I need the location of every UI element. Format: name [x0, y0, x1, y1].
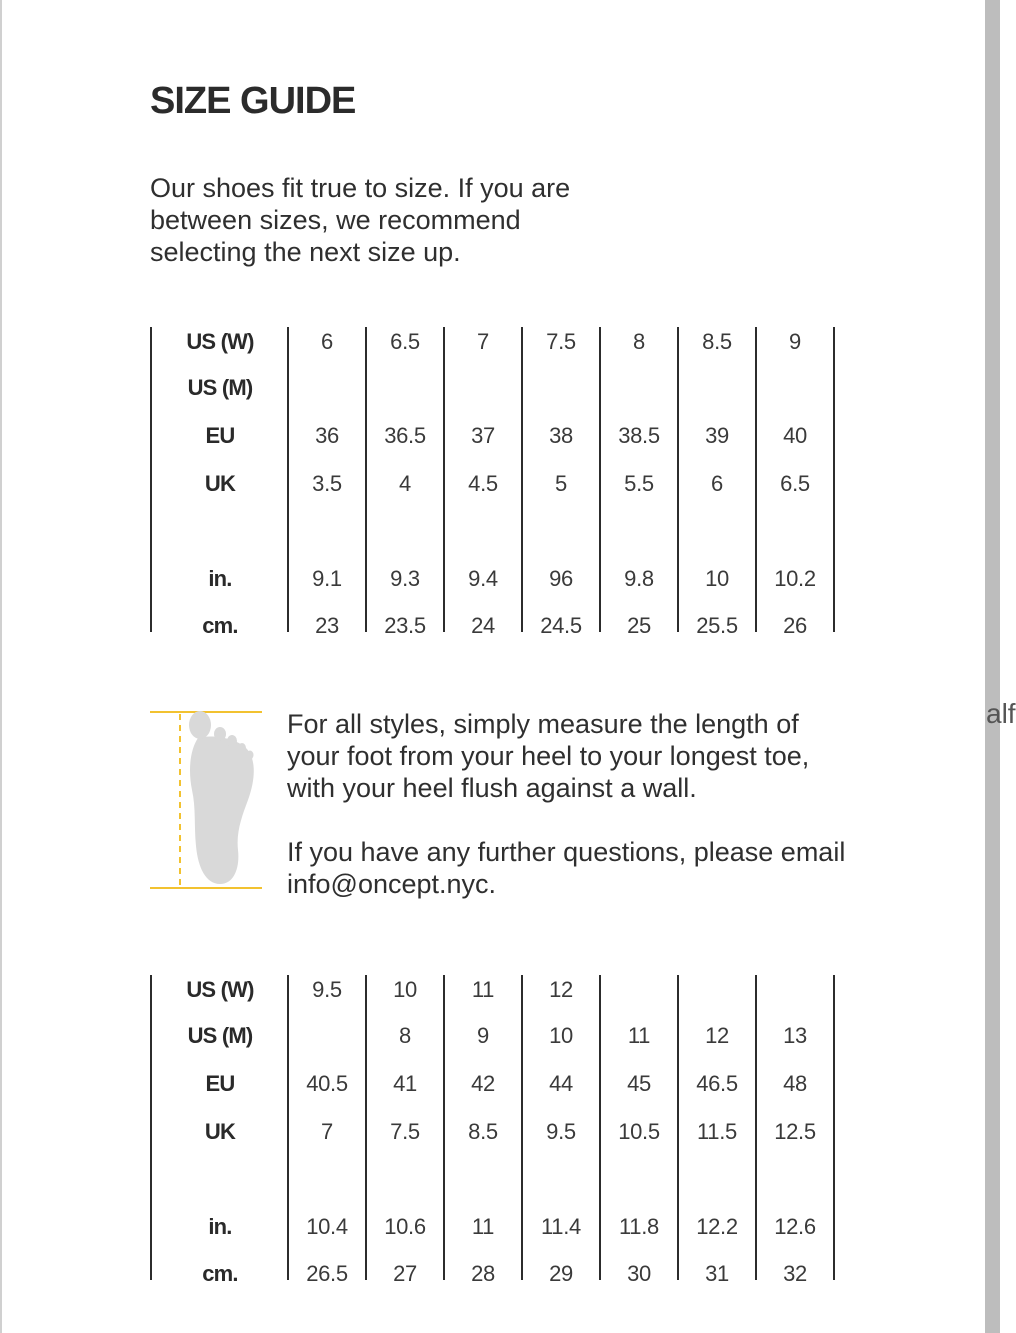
- size-cell-us-w: 9: [789, 329, 801, 354]
- size-cell-us-m: 13: [783, 1023, 807, 1048]
- contact-text: If you have any further questions, please email info@oncept.nyc.: [287, 837, 846, 899]
- size-cell-us-w: 8: [633, 329, 645, 354]
- size-cell-uk: 6.5: [780, 471, 810, 496]
- measurement-guide: [150, 708, 980, 898]
- size-cell-eu: 38: [549, 423, 573, 448]
- row-label-eu: EU: [205, 1071, 235, 1096]
- size-cell-eu: 38.5: [618, 423, 660, 448]
- size-cell-us-m: [522, 373, 600, 403]
- size-cell-eu: 45: [627, 1071, 651, 1096]
- size-cell-cm: 31: [705, 1261, 729, 1286]
- size-cell-us-m: [288, 1021, 366, 1051]
- size-cell-in: 11: [471, 1214, 495, 1239]
- size-cell-us-w: 6: [321, 329, 333, 354]
- size-cell-in: 10: [705, 566, 729, 591]
- page-title: SIZE GUIDE: [150, 80, 356, 122]
- size-cell-us-w: 10: [393, 977, 417, 1002]
- size-cell-cm: 24.5: [540, 613, 582, 638]
- size-cell-uk: 7.5: [390, 1119, 420, 1144]
- row-label-cm: cm.: [202, 613, 238, 638]
- size-cell-eu: 42: [471, 1071, 495, 1096]
- size-cell-us-m: 10: [549, 1023, 573, 1048]
- size-cell-cm: 25: [627, 613, 651, 638]
- size-cell-in: 10.6: [384, 1214, 426, 1239]
- size-cell-uk: 3.5: [312, 471, 342, 496]
- row-label-uk: UK: [204, 1119, 236, 1144]
- size-cell-cm: 30: [627, 1261, 651, 1286]
- size-cell-uk: 4: [399, 471, 411, 496]
- size-cell-us-m: 11: [627, 1023, 651, 1048]
- size-cell-eu: 41: [393, 1071, 417, 1096]
- measure-instruction-text: For all styles, simply measure the length of your foot from your heel to your longest toe, with your heel flush against a wall.: [287, 709, 810, 803]
- size-cell-eu: 46.5: [696, 1071, 738, 1096]
- size-cell-uk: 4.5: [468, 471, 498, 496]
- size-cell-us-m: [444, 373, 522, 403]
- intro-text: Our shoes fit true to size. If you are between sizes, we recommend selecting the next size up.: [150, 173, 571, 267]
- size-cell-cm: 27: [393, 1261, 417, 1286]
- size-cell-eu: 36.5: [384, 423, 426, 448]
- size-cell-us-m: 8: [399, 1023, 411, 1048]
- size-cell-us-w: 11: [471, 977, 495, 1002]
- row-label-uk: UK: [204, 471, 236, 496]
- size-cell-cm: 32: [783, 1261, 807, 1286]
- size-cell-uk: 6: [711, 471, 723, 496]
- size-cell-eu: 44: [549, 1071, 573, 1096]
- size-cell-us-w: [678, 975, 756, 1005]
- size-cell-cm: 26: [783, 613, 807, 638]
- size-cell-cm: 29: [549, 1261, 573, 1286]
- size-cell-uk: 11.5: [697, 1119, 737, 1144]
- size-cell-cm: 23: [315, 613, 339, 638]
- size-cell-in: 9.3: [390, 566, 420, 591]
- size-cell-in: 96: [549, 566, 573, 591]
- row-label-in: in.: [208, 1214, 232, 1239]
- size-cell-us-m: [756, 373, 834, 403]
- measure-instructions: [287, 708, 847, 900]
- size-cell-cm: 23.5: [384, 613, 426, 638]
- size-cell-uk: 8.5: [468, 1119, 498, 1144]
- size-table-2: [150, 975, 835, 1286]
- size-cell-in: 9.8: [624, 566, 654, 591]
- size-cell-in: 11.8: [619, 1214, 659, 1239]
- row-label-cm: cm.: [202, 1261, 238, 1286]
- size-cell-us-w: 6.5: [390, 329, 420, 354]
- size-cell-eu: 40.5: [306, 1071, 348, 1096]
- size-cell-in: 12.2: [696, 1214, 738, 1239]
- row-label-us-w: US (W): [186, 977, 254, 1002]
- size-cell-eu: 37: [471, 423, 495, 448]
- row-label-us-m: US (M): [187, 1023, 253, 1048]
- size-cell-us-w: [756, 975, 834, 1005]
- size-cell-in: 9.4: [468, 566, 498, 591]
- size-cell-eu: 48: [783, 1071, 807, 1096]
- size-cell-cm: 25.5: [696, 613, 738, 638]
- size-cell-uk: 5: [555, 471, 567, 496]
- foot-measure-icon: [150, 708, 265, 893]
- size-cell-in: 11.4: [541, 1214, 581, 1239]
- size-cell-in: 9.1: [312, 566, 342, 591]
- size-cell-in: 10.2: [774, 566, 816, 591]
- size-cell-us-m: [600, 373, 678, 403]
- size-cell-us-w: 8.5: [702, 329, 732, 354]
- size-cell-uk: 7: [321, 1119, 333, 1144]
- row-label-in: in.: [208, 566, 232, 591]
- size-cell-us-w: [600, 975, 678, 1005]
- size-table-1: [150, 327, 835, 638]
- size-cell-us-w: 7.5: [546, 329, 576, 354]
- size-cell-us-m: [288, 373, 366, 403]
- size-cell-uk: 12.5: [774, 1119, 816, 1144]
- size-cell-cm: 26.5: [306, 1261, 348, 1286]
- size-cell-uk: 10.5: [618, 1119, 660, 1144]
- size-cell-us-m: 9: [477, 1023, 489, 1048]
- row-label-us-w: US (W): [186, 329, 254, 354]
- size-cell-cm: 24: [471, 613, 495, 638]
- page-left-edge: [0, 0, 2, 1333]
- size-cell-eu: 40: [783, 423, 807, 448]
- size-cell-us-w: 12: [549, 977, 573, 1002]
- adjacent-page-fragment: alf: [986, 698, 1016, 729]
- size-cell-uk: 9.5: [546, 1119, 576, 1144]
- size-cell-cm: 28: [471, 1261, 495, 1286]
- size-cell-us-m: [678, 373, 756, 403]
- row-label-eu: EU: [205, 423, 235, 448]
- row-label-us-m: US (M): [187, 375, 253, 400]
- size-cell-in: 10.4: [306, 1214, 348, 1239]
- size-cell-eu: 36: [315, 423, 339, 448]
- size-cell-us-m: [366, 373, 444, 403]
- size-cell-us-m: 12: [705, 1023, 729, 1048]
- size-cell-in: 12.6: [774, 1214, 816, 1239]
- size-cell-eu: 39: [705, 423, 729, 448]
- size-cell-us-w: 9.5: [312, 977, 342, 1002]
- size-cell-uk: 5.5: [624, 471, 654, 496]
- size-cell-us-w: 7: [477, 329, 489, 354]
